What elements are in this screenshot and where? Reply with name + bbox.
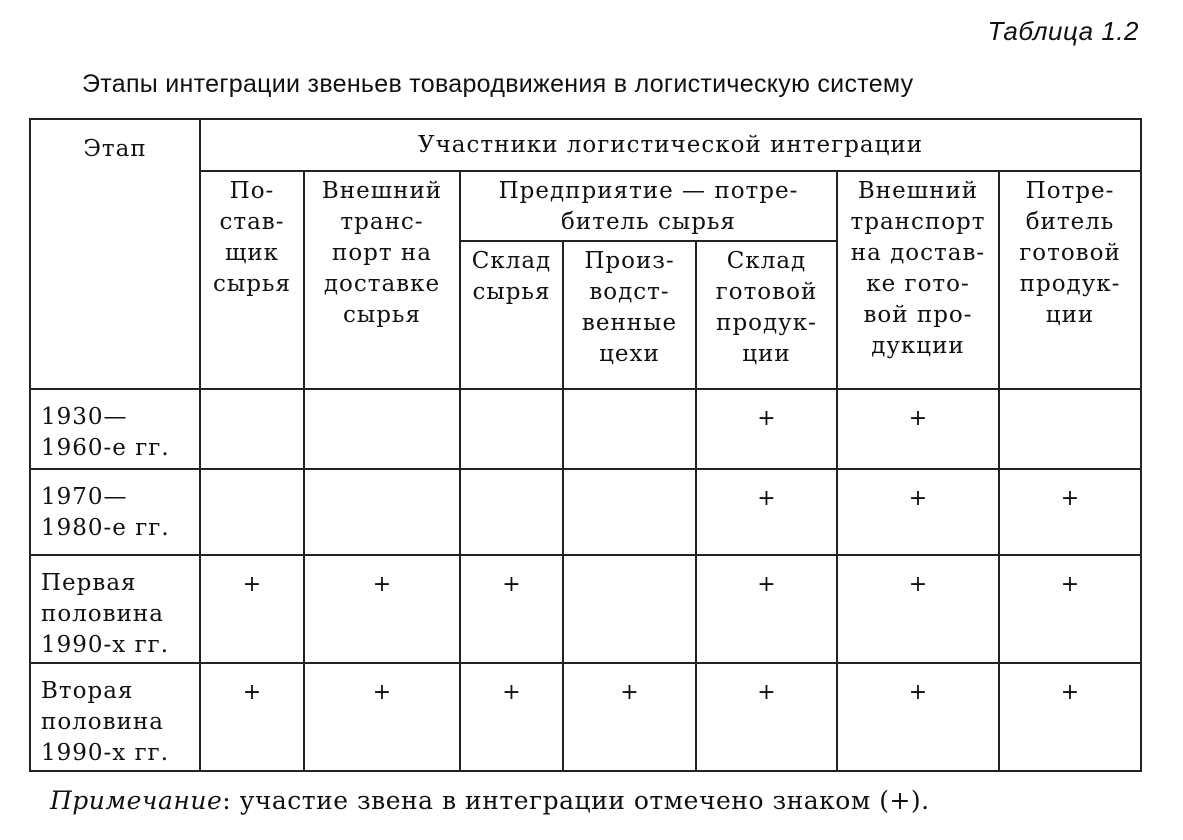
mark-cell: + <box>999 663 1141 771</box>
stage-cell <box>30 389 200 469</box>
mark-cell: + <box>837 555 999 663</box>
table-note <box>50 786 930 815</box>
table-row <box>30 389 1141 469</box>
col-header-raw-warehouse <box>460 241 563 389</box>
col-header-raw-warehouse-label: Склад сырья <box>471 248 552 305</box>
mark-cell: + <box>999 469 1141 555</box>
table-row <box>30 663 1141 771</box>
col-header-production <box>563 241 696 389</box>
stage-cell <box>30 663 200 771</box>
col-header-supplier-label: По- став- щик сырья <box>213 178 291 297</box>
participants-header <box>200 119 1141 171</box>
participants-header-label: Участники логистической интеграции <box>417 131 924 158</box>
mark-cell <box>200 389 304 469</box>
mark-cell: + <box>837 663 999 771</box>
mark-cell <box>460 469 563 555</box>
mark-cell <box>999 389 1141 469</box>
stage-label: 1930— 1960-е гг. <box>41 404 170 461</box>
mark-cell: + <box>696 389 837 469</box>
mark-cell: + <box>460 663 563 771</box>
mark-cell <box>563 469 696 555</box>
mark-cell: + <box>460 555 563 663</box>
stage-label: 1970— 1980-е гг. <box>41 484 170 541</box>
mark-cell: + <box>696 663 837 771</box>
col-header-ext-transport-raw <box>304 171 460 389</box>
mark-cell: + <box>837 469 999 555</box>
integration-stages-table <box>29 118 1142 772</box>
stage-cell <box>30 469 200 555</box>
col-header-consumer-label: Потре- битель готовой продук- ции <box>1019 178 1121 328</box>
table-row <box>30 555 1141 663</box>
stage-header-label: Этап <box>83 136 147 162</box>
note-label: Примечание <box>50 786 223 815</box>
mark-cell <box>304 469 460 555</box>
col-header-finished-warehouse-label: Склад готовой продук- ции <box>715 248 818 367</box>
mark-cell <box>563 555 696 663</box>
mark-cell: + <box>304 663 460 771</box>
mark-cell <box>460 389 563 469</box>
col-header-ext-transport-raw-label: Внешний транс- порт на доставке сырья <box>321 178 443 328</box>
stage-cell <box>30 555 200 663</box>
mark-cell: + <box>563 663 696 771</box>
mark-cell <box>304 389 460 469</box>
note-text: : участие звена в интеграции отмечено знаком (+). <box>222 786 930 815</box>
stage-label: Первая половина 1990-х гг. <box>41 570 169 658</box>
stage-column-header <box>30 119 200 389</box>
table-row <box>30 469 1141 555</box>
col-header-enterprise-group-label: Предприятие — потре- битель сырья <box>498 178 799 235</box>
col-header-ext-transport-finished <box>837 171 999 389</box>
mark-cell <box>200 469 304 555</box>
mark-cell <box>563 389 696 469</box>
stage-label: Вторая половина 1990-х гг. <box>41 678 169 766</box>
col-header-production-label: Произ- водст- венные цехи <box>581 248 678 367</box>
table-caption: Этапы интеграции звеньев товародвижения в логистическую систему <box>82 70 914 98</box>
mark-cell: + <box>200 663 304 771</box>
mark-cell: + <box>696 469 837 555</box>
mark-cell: + <box>837 389 999 469</box>
col-header-supplier <box>200 171 304 389</box>
mark-cell: + <box>304 555 460 663</box>
mark-cell: + <box>200 555 304 663</box>
col-header-enterprise-group <box>460 171 837 241</box>
col-header-finished-warehouse <box>696 241 837 389</box>
col-header-ext-transport-finished-label: Внешний транспорт на достав- ке гото- вой про- дукции <box>850 178 986 359</box>
table-number: Таблица 1.2 <box>987 16 1139 46</box>
mark-cell: + <box>696 555 837 663</box>
col-header-consumer <box>999 171 1141 389</box>
mark-cell: + <box>999 555 1141 663</box>
